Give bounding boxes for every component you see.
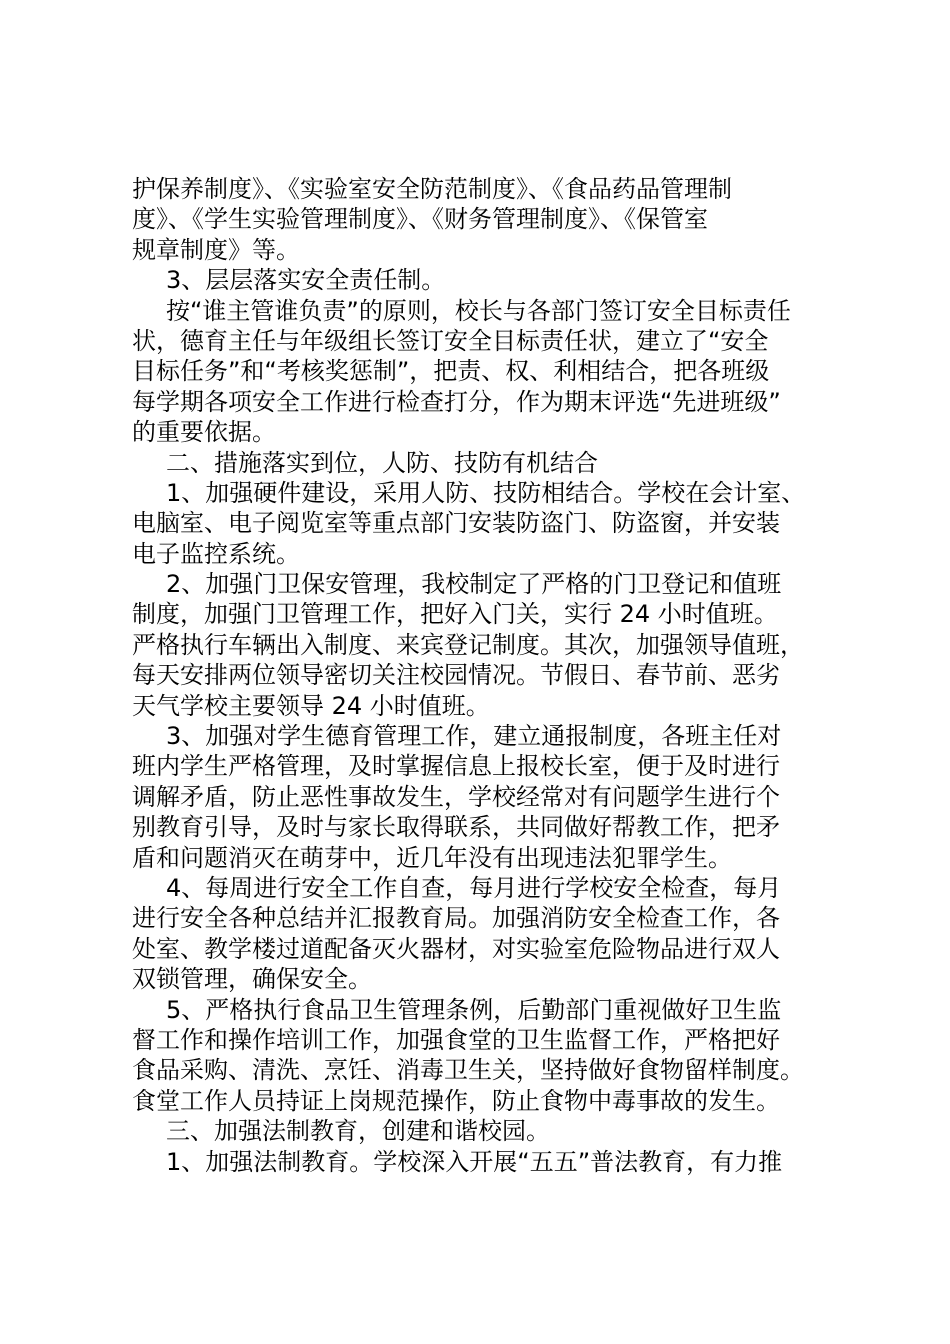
document-line: 度》、《学生实验管理制度》、《财务管理制度》、《保管室 — [132, 205, 708, 234]
document-line: 严格执行车辆出入制度、来宾登记制度。其次，加强领导值班， — [132, 630, 804, 659]
document-line: 护保养制度》、《实验室安全防范制度》、《食品药品管理制 — [132, 175, 732, 203]
document-line: 1、加强法制教育。学校深入开展“五五”普法教育，有力推 — [166, 1147, 783, 1176]
document-line: 调解矛盾，防止恶性事故发生，学校经常对有问题学生进行个 — [132, 782, 780, 811]
document-line: 每天安排两位领导密切关注校园情况。节假日、春节前、恶劣 — [132, 661, 780, 690]
document-line: 盾和问题消灭在萌芽中，近几年没有出现违法犯罪学生。 — [132, 843, 732, 872]
document-line: 食品采购、清洗、烹饪、消毒卫生关，坚持做好食物留样制度。 — [132, 1056, 804, 1085]
document-line: 电脑室、电子阅览室等重点部门安装防盗门、防盗窗，并安装 — [132, 509, 780, 538]
document-line: 电子监控系统。 — [132, 539, 300, 568]
document-line: 3、层层落实安全责任制。 — [166, 266, 446, 295]
document-line: 天气学校主要领导 24 小时值班。 — [132, 691, 490, 720]
document-line: 按“谁主管谁负责”的原则，校长与各部门签订安全目标责任 — [166, 296, 791, 325]
document-line: 三、加强法制教育，创建和谐校园。 — [166, 1117, 550, 1146]
document-body — [132, 174, 844, 1177]
document-line: 制度，加强门卫管理工作，把好入门关，实行 24 小时值班。 — [132, 600, 778, 629]
document-line: 的重要依据。 — [132, 418, 276, 447]
document-line: 2、加强门卫保安管理，我校制定了严格的门卫登记和值班 — [166, 570, 782, 599]
document-line: 规章制度》等。 — [132, 235, 300, 264]
document-line: 5、严格执行食品卫生管理条例，后勤部门重视做好卫生监 — [166, 995, 782, 1024]
document-line: 1、加强硬件建设，采用人防、技防相结合。学校在会计室、 — [166, 478, 806, 507]
document-line: 食堂工作人员持证上岗规范操作，防止食物中毒事故的发生。 — [132, 1086, 780, 1115]
document-line: 别教育引导，及时与家长取得联系，共同做好帮教工作，把矛 — [132, 813, 780, 842]
document-line: 状，德育主任与年级组长签订安全目标责任状，建立了“安全 — [132, 326, 769, 355]
document-line: 4、每周进行安全工作自查，每月进行学校安全检查，每月 — [166, 873, 782, 902]
document-line: 双锁管理，确保安全。 — [132, 965, 372, 994]
document-line: 二、措施落实到位，人防、技防有机结合 — [166, 448, 598, 477]
document-line: 班内学生严格管理，及时掌握信息上报校长室，便于及时进行 — [132, 752, 780, 781]
document-line: 3、加强对学生德育管理工作，建立通报制度，各班主任对 — [166, 722, 782, 751]
document-line: 每学期各项安全工作进行检查打分，作为期末评选“先进班级” — [132, 387, 781, 416]
document-line: 督工作和操作培训工作，加强食堂的卫生监督工作，严格把好 — [132, 1025, 780, 1054]
document-line: 处室、教学楼过道配备灭火器材，对实验室危险物品进行双人 — [132, 934, 780, 963]
document-line: 进行安全各种总结并汇报教育局。加强消防安全检查工作，各 — [132, 904, 780, 933]
document-line: 目标任务”和“考核奖惩制”，把责、权、利相结合，把各班级 — [132, 357, 770, 386]
